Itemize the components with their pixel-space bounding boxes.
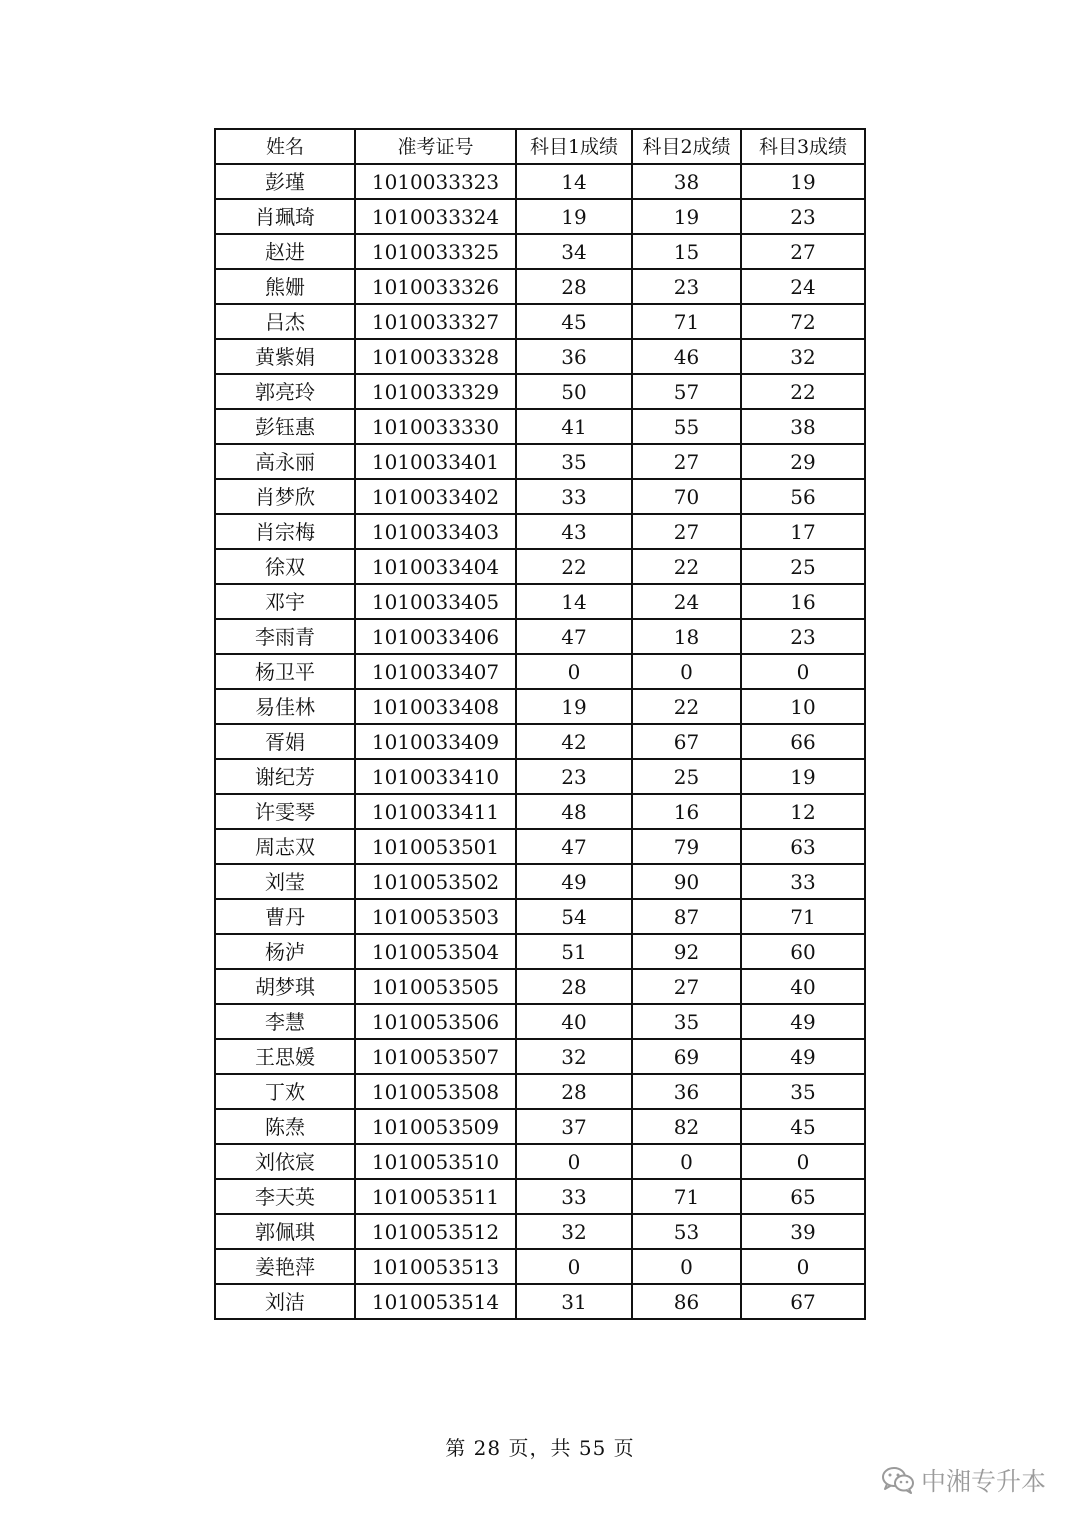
cell-exam-id: 1010033406 [355,619,516,654]
cell-name: 王思媛 [215,1039,355,1074]
cell-name: 陈焘 [215,1109,355,1144]
table-row [215,1074,865,1109]
cell-name: 李雨青 [215,619,355,654]
cell-subject2-score: 22 [632,549,741,584]
cell-subject1-score: 47 [516,619,632,654]
cell-name: 熊姗 [215,269,355,304]
cell-exam-id: 1010033407 [355,654,516,689]
table-row [215,759,865,794]
cell-subject3-score: 0 [741,1144,865,1179]
table-row [215,584,865,619]
cell-exam-id: 1010033325 [355,234,516,269]
cell-subject3-score: 60 [741,934,865,969]
cell-subject3-score: 23 [741,619,865,654]
cell-exam-id: 1010033330 [355,409,516,444]
table-row [215,409,865,444]
cell-exam-id: 1010033410 [355,759,516,794]
cell-name: 刘依宸 [215,1144,355,1179]
cell-name: 刘莹 [215,864,355,899]
cell-subject2-score: 24 [632,584,741,619]
cell-subject3-score: 49 [741,1004,865,1039]
cell-subject2-score: 22 [632,689,741,724]
table-row [215,339,865,374]
cell-name: 彭瑾 [215,164,355,199]
table-row [215,864,865,899]
cell-subject2-score: 70 [632,479,741,514]
cell-name: 谢纪芳 [215,759,355,794]
cell-subject2-score: 90 [632,864,741,899]
table-row [215,374,865,409]
cell-subject2-score: 16 [632,794,741,829]
cell-subject3-score: 12 [741,794,865,829]
cell-subject1-score: 0 [516,1144,632,1179]
table-row [215,619,865,654]
cell-subject3-score: 16 [741,584,865,619]
cell-subject1-score: 0 [516,654,632,689]
cell-name: 肖宗梅 [215,514,355,549]
cell-exam-id: 1010033326 [355,269,516,304]
page-number: 第 28 页，共 55 页 [445,1436,635,1460]
cell-exam-id: 1010033324 [355,199,516,234]
cell-subject1-score: 31 [516,1284,632,1319]
cell-exam-id: 1010033403 [355,514,516,549]
cell-subject3-score: 29 [741,444,865,479]
cell-exam-id: 1010053507 [355,1039,516,1074]
cell-subject1-score: 14 [516,584,632,619]
table-row [215,794,865,829]
cell-subject3-score: 72 [741,304,865,339]
cell-subject2-score: 71 [632,1179,741,1214]
table-row [215,1144,865,1179]
table-row [215,479,865,514]
cell-subject3-score: 23 [741,199,865,234]
cell-subject1-score: 54 [516,899,632,934]
cell-subject2-score: 69 [632,1039,741,1074]
table-row [215,199,865,234]
cell-subject1-score: 35 [516,444,632,479]
watermark [881,1462,1046,1498]
cell-subject2-score: 27 [632,969,741,1004]
cell-subject1-score: 28 [516,1074,632,1109]
table-row [215,549,865,584]
cell-subject3-score: 19 [741,759,865,794]
cell-subject3-score: 33 [741,864,865,899]
cell-name: 易佳林 [215,689,355,724]
table-row [215,689,865,724]
cell-subject2-score: 86 [632,1284,741,1319]
cell-subject1-score: 36 [516,339,632,374]
cell-exam-id: 1010053510 [355,1144,516,1179]
cell-exam-id: 1010033323 [355,164,516,199]
header-subject3: 科目3成绩 [741,129,865,164]
cell-subject1-score: 14 [516,164,632,199]
cell-subject1-score: 41 [516,409,632,444]
table-row [215,1214,865,1249]
table-body [215,164,865,1319]
header-name: 姓名 [215,129,355,164]
cell-subject3-score: 22 [741,374,865,409]
cell-exam-id: 1010033328 [355,339,516,374]
cell-name: 胥娟 [215,724,355,759]
cell-name: 黄紫娟 [215,339,355,374]
cell-subject1-score: 0 [516,1249,632,1284]
cell-subject2-score: 0 [632,1249,741,1284]
table-row [215,514,865,549]
cell-name: 刘洁 [215,1284,355,1319]
watermark-text: 中湘专升本 [920,1467,1046,1496]
cell-subject2-score: 53 [632,1214,741,1249]
cell-name: 徐双 [215,549,355,584]
cell-subject1-score: 28 [516,269,632,304]
cell-name: 肖珮琦 [215,199,355,234]
cell-subject2-score: 46 [632,339,741,374]
cell-subject1-score: 51 [516,934,632,969]
cell-subject1-score: 33 [516,479,632,514]
table-row [215,829,865,864]
header-subject1: 科目1成绩 [516,129,632,164]
cell-subject1-score: 37 [516,1109,632,1144]
cell-subject2-score: 27 [632,514,741,549]
cell-subject3-score: 65 [741,1179,865,1214]
cell-subject1-score: 32 [516,1214,632,1249]
cell-subject3-score: 17 [741,514,865,549]
cell-subject1-score: 45 [516,304,632,339]
table-row [215,724,865,759]
table-header-row [215,129,865,164]
cell-subject3-score: 45 [741,1109,865,1144]
table-row [215,1284,865,1319]
cell-subject3-score: 56 [741,479,865,514]
cell-exam-id: 1010033402 [355,479,516,514]
cell-name: 周志双 [215,829,355,864]
cell-subject2-score: 79 [632,829,741,864]
table-row [215,1249,865,1284]
cell-exam-id: 1010053505 [355,969,516,1004]
cell-subject1-score: 32 [516,1039,632,1074]
cell-subject2-score: 57 [632,374,741,409]
wechat-icon [881,1466,915,1494]
cell-subject3-score: 66 [741,724,865,759]
cell-subject3-score: 25 [741,549,865,584]
cell-subject3-score: 19 [741,164,865,199]
cell-name: 许雯琴 [215,794,355,829]
cell-exam-id: 1010033408 [355,689,516,724]
cell-subject2-score: 67 [632,724,741,759]
table-row [215,1109,865,1144]
cell-exam-id: 1010053511 [355,1179,516,1214]
table-row [215,444,865,479]
cell-subject1-score: 49 [516,864,632,899]
cell-exam-id: 1010053509 [355,1109,516,1144]
cell-subject3-score: 10 [741,689,865,724]
cell-name: 胡梦琪 [215,969,355,1004]
cell-name: 曹丹 [215,899,355,934]
cell-subject2-score: 15 [632,234,741,269]
cell-subject1-score: 19 [516,689,632,724]
cell-name: 郭佩琪 [215,1214,355,1249]
cell-subject1-score: 43 [516,514,632,549]
cell-exam-id: 1010053504 [355,934,516,969]
header-exam-id: 准考证号 [355,129,516,164]
cell-exam-id: 1010033411 [355,794,516,829]
cell-exam-id: 1010053508 [355,1074,516,1109]
cell-subject2-score: 19 [632,199,741,234]
table-row [215,969,865,1004]
cell-subject2-score: 82 [632,1109,741,1144]
cell-exam-id: 1010053513 [355,1249,516,1284]
cell-subject3-score: 63 [741,829,865,864]
cell-subject2-score: 55 [632,409,741,444]
table-row [215,304,865,339]
cell-exam-id: 1010033404 [355,549,516,584]
table-row [215,269,865,304]
cell-subject1-score: 42 [516,724,632,759]
cell-subject1-score: 22 [516,549,632,584]
cell-subject2-score: 0 [632,654,741,689]
cell-exam-id: 1010033401 [355,444,516,479]
cell-exam-id: 1010053502 [355,864,516,899]
table-row [215,164,865,199]
cell-subject2-score: 36 [632,1074,741,1109]
cell-exam-id: 1010033409 [355,724,516,759]
cell-subject2-score: 27 [632,444,741,479]
cell-exam-id: 1010033329 [355,374,516,409]
table-row [215,934,865,969]
cell-subject3-score: 32 [741,339,865,374]
cell-name: 吕杰 [215,304,355,339]
cell-subject1-score: 47 [516,829,632,864]
cell-subject3-score: 0 [741,654,865,689]
cell-subject3-score: 40 [741,969,865,1004]
cell-subject2-score: 71 [632,304,741,339]
cell-exam-id: 1010053506 [355,1004,516,1039]
cell-name: 杨泸 [215,934,355,969]
cell-subject3-score: 39 [741,1214,865,1249]
table-row [215,899,865,934]
cell-subject3-score: 0 [741,1249,865,1284]
cell-subject2-score: 92 [632,934,741,969]
cell-subject3-score: 35 [741,1074,865,1109]
cell-subject2-score: 25 [632,759,741,794]
cell-subject2-score: 35 [632,1004,741,1039]
cell-subject2-score: 38 [632,164,741,199]
cell-name: 高永丽 [215,444,355,479]
cell-subject1-score: 28 [516,969,632,1004]
cell-subject3-score: 27 [741,234,865,269]
cell-name: 郭亮玲 [215,374,355,409]
table-row [215,1039,865,1074]
cell-subject1-score: 50 [516,374,632,409]
cell-subject1-score: 40 [516,1004,632,1039]
scores-table [214,128,866,1320]
cell-name: 李天英 [215,1179,355,1214]
cell-subject2-score: 87 [632,899,741,934]
cell-subject1-score: 33 [516,1179,632,1214]
cell-name: 彭钰惠 [215,409,355,444]
cell-subject3-score: 49 [741,1039,865,1074]
cell-subject2-score: 0 [632,1144,741,1179]
cell-subject1-score: 48 [516,794,632,829]
cell-exam-id: 1010053514 [355,1284,516,1319]
cell-name: 赵进 [215,234,355,269]
cell-subject3-score: 24 [741,269,865,304]
cell-subject3-score: 38 [741,409,865,444]
cell-exam-id: 1010053503 [355,899,516,934]
table-row [215,234,865,269]
cell-subject3-score: 67 [741,1284,865,1319]
cell-exam-id: 1010033327 [355,304,516,339]
cell-exam-id: 1010053512 [355,1214,516,1249]
header-subject2: 科目2成绩 [632,129,741,164]
cell-subject1-score: 23 [516,759,632,794]
cell-subject3-score: 71 [741,899,865,934]
cell-name: 肖梦欣 [215,479,355,514]
cell-name: 姜艳萍 [215,1249,355,1284]
cell-subject2-score: 18 [632,619,741,654]
cell-name: 杨卫平 [215,654,355,689]
table-row [215,654,865,689]
cell-name: 邓宇 [215,584,355,619]
table-row [215,1179,865,1214]
cell-exam-id: 1010033405 [355,584,516,619]
cell-exam-id: 1010053501 [355,829,516,864]
cell-subject1-score: 19 [516,199,632,234]
table-row [215,1004,865,1039]
cell-subject1-score: 34 [516,234,632,269]
cell-name: 李慧 [215,1004,355,1039]
cell-subject2-score: 23 [632,269,741,304]
cell-name: 丁欢 [215,1074,355,1109]
